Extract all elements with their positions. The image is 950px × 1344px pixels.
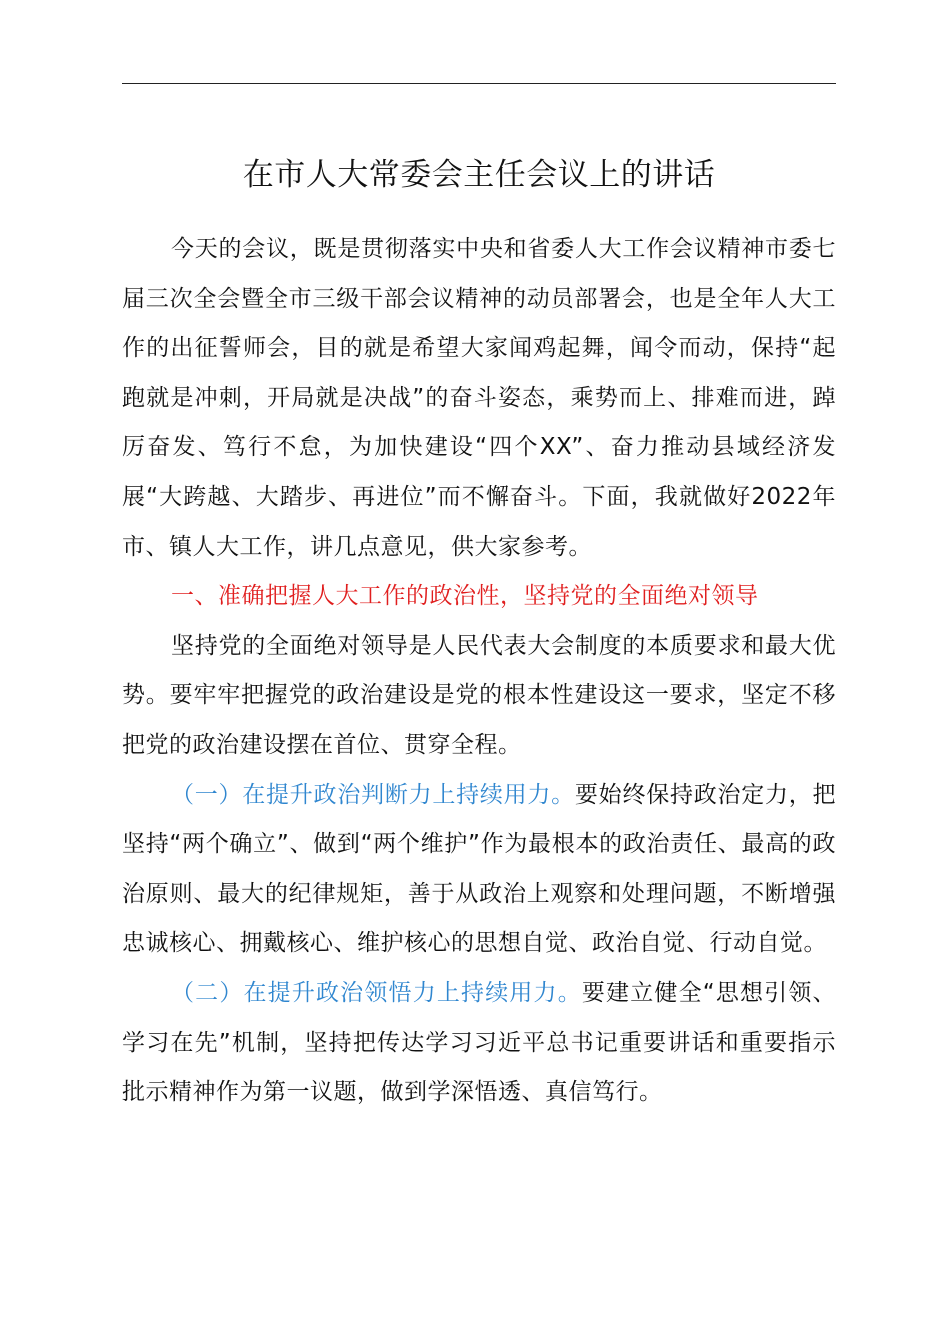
intro-text: 今天的会议，既是贯彻落实中央和省委人大工作会议精神市委七届三次全会暨全市三级干部会议精神的动员部署会，也是全年人大工作的出征誓师会，目的就是希望大家闻鸡起舞，闻令而动，保持“起跑就是冲刺，开局就是决战”的奋斗姿态，乘势而上、排难而进，踔厉奋发、笃行不怠，为加快建设“四个XX”、奋力推动县域经济发展“大跨越、大踏步、再进位”而不懈奋斗。下面，我就做好2022年市、镇人大工作，讲几点意见，供大家参考。 <box>122 236 836 560</box>
subsection-2-heading: （二）在提升政治领悟力上持续用力。 <box>171 979 582 1006</box>
section-1-paragraph <box>122 622 836 771</box>
document-title: 在市人大常委会主任会议上的讲话 <box>242 157 716 193</box>
subsection-1-heading: （一）在提升政治判断力上持续用力。 <box>171 781 575 808</box>
header-rule <box>122 83 836 84</box>
intro-paragraph <box>122 225 836 572</box>
subsection-2-paragraph <box>122 969 836 1118</box>
section-heading-text: 一、准确把握人大工作的政治性，坚持党的全面绝对领导 <box>171 583 759 610</box>
subsection-2-text: 要建立健全“思想引领、学习在先”机制，坚持把传达学习习近平总书记重要讲话和重要指示批示精神作为第一议题，做到学深悟透、真信笃行。 <box>122 979 837 1106</box>
section-1-text: 坚持党的全面绝对领导是人民代表大会制度的本质要求和最大优势。要牢牢把握党的政治建设是党的根本性建设这一要求，坚定不移把党的政治建设摆在首位、贯穿全程。 <box>122 632 836 758</box>
subsection-1-paragraph <box>122 771 836 969</box>
document-body <box>122 225 836 1118</box>
subsection-1-text: 要始终保持政治定力，把坚持“两个确立”、做到“两个维护”作为最根本的政治责任、最高的政治原则、最大的纪律规矩，善于从政治上观察和处理问题，不断增强忠诚核心、拥戴核心、维护核心的思想自觉、政治自觉、行动自觉。 <box>122 781 837 957</box>
section-heading-1 <box>122 572 836 622</box>
